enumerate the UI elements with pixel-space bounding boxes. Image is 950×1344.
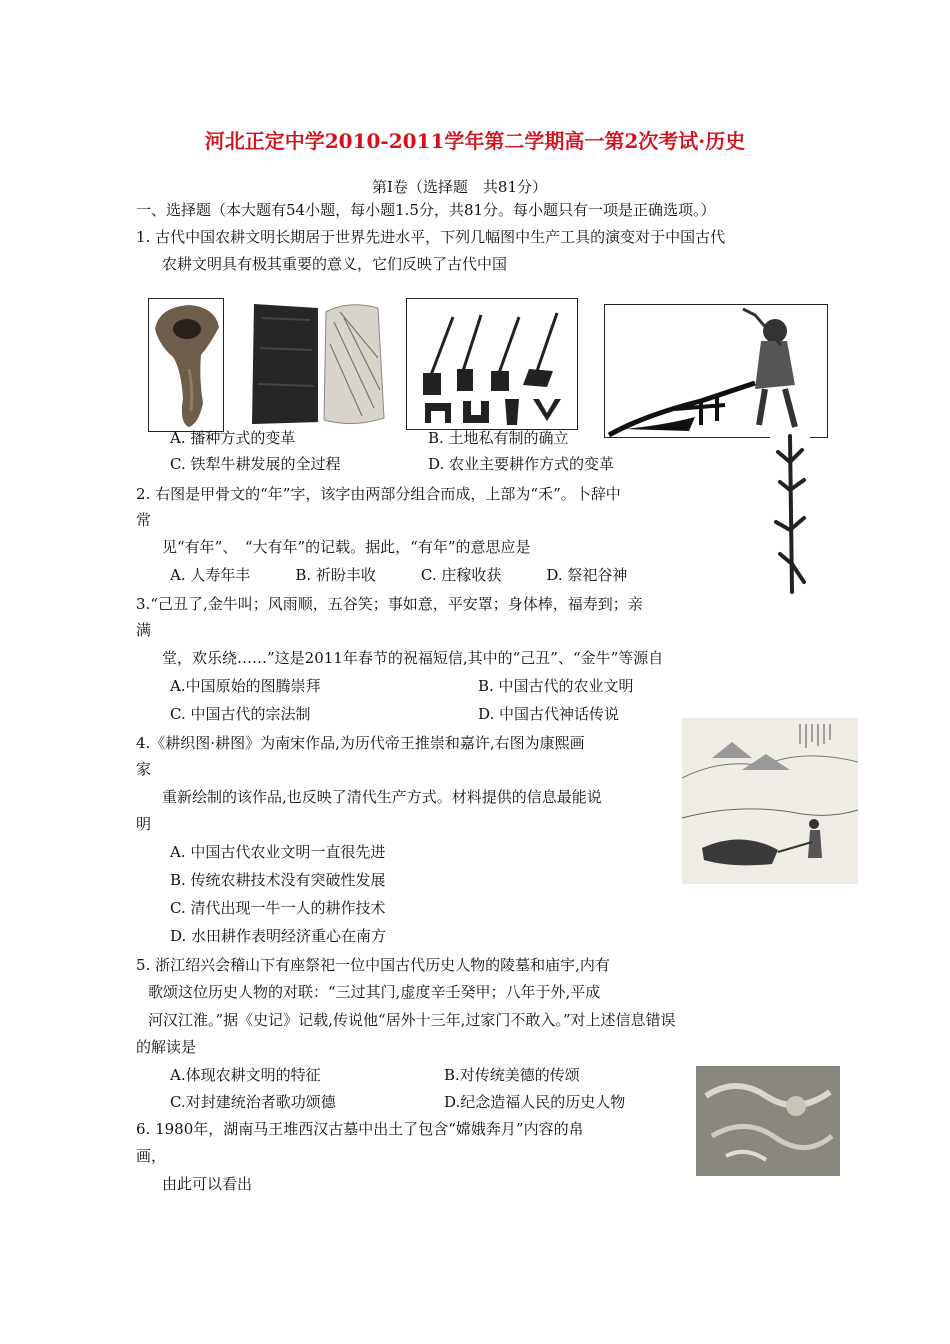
q1-option-d: D. 农业主要耕作方式的变革 xyxy=(428,455,615,473)
q5-stem-line3: 河汉江淮。”据《史记》记载,传说他“居外十三年,过家门不敢入。”对上述信息错误 xyxy=(148,1011,676,1029)
q3-option-c: C. 中国古代的宗法制 xyxy=(170,705,311,723)
q3-option-a: A.中国原始的图腾崇拜 xyxy=(170,677,321,695)
q3-stem-line2: 堂，欢乐绕……”这是2011年春节的祝福短信,其中的“己丑”、“金牛”等源自 xyxy=(162,649,664,667)
q4-option-d: D. 水田耕作表明经济重心在南方 xyxy=(170,927,387,945)
q3-stem-line1-wrap: 满 xyxy=(136,621,152,639)
q5-option-c: C.对封建统治者歌功颂德 xyxy=(170,1093,336,1111)
stone-tool-image xyxy=(248,298,324,428)
q4-stem-line2-wrap: 明 xyxy=(136,815,152,833)
q5-stem-line2: 歌颂这位历史人物的对联：“三过其门,虚度辛壬癸甲；八年于外,平成 xyxy=(148,983,601,1001)
oracle-bone-nian-image xyxy=(770,432,810,602)
q1-stem-line1: 1. 古代中国农耕文明长期居于世界先进水平，下列几幅图中生产工具的演变对于中国古代 xyxy=(136,228,726,246)
iron-farm-tools-image xyxy=(406,298,578,430)
q5-option-b: B.对传统美德的传颂 xyxy=(444,1066,580,1084)
q6-stem-line1-wrap: 画， xyxy=(136,1147,167,1165)
bone-tool-image xyxy=(148,298,224,432)
q2-options: A. 人寿年丰 B. 祈盼丰收 C. 庄稼收获 D. 祭祀谷神 xyxy=(170,566,628,584)
exam-title: 河北正定中学2010-2011学年第二学期高一第2次考试·历史 xyxy=(204,129,746,153)
q2-stem-line1: 2. 右图是甲骨文的“年”字，该字由两部分组合而成，上部为“禾”。卜辞中 xyxy=(136,485,621,503)
carved-stone-tool-image xyxy=(318,298,388,430)
q5-stem-line3-wrap: 的解读是 xyxy=(136,1038,197,1056)
q4-stem-line1-wrap: 家 xyxy=(136,760,152,778)
q1-option-a: A. 播种方式的变革 xyxy=(170,429,296,447)
mawangdui-silk-painting-image xyxy=(696,1066,840,1176)
instructions: 一、选择题（本大题有54小题，每小题1.5分，共81分。每小题只有一项是正确选项。） xyxy=(136,201,716,219)
plowing-farmer-image xyxy=(604,304,828,438)
q3-option-b: B. 中国古代的农业文明 xyxy=(478,677,634,695)
q3-option-d: D. 中国古代神话传说 xyxy=(478,705,620,723)
geng-zhi-tu-painting-image xyxy=(682,718,858,884)
q1-option-b: B. 土地私有制的确立 xyxy=(428,429,569,447)
q5-stem-line1: 5. 浙江绍兴会稽山下有座祭祀一位中国古代历史人物的陵墓和庙宇,内有 xyxy=(136,956,610,974)
q6-stem-line2: 由此可以看出 xyxy=(162,1175,253,1193)
section-title: 第Ⅰ卷（选择题 共81分） xyxy=(372,178,548,196)
q4-stem-line2: 重新绘制的该作品,也反映了清代生产方式。材料提供的信息最能说 xyxy=(162,788,602,806)
q3-stem-line1: 3.“己丑了,金牛叫；风雨顺，五谷笑；事如意，平安罩；身体棒，福寿到；亲 xyxy=(136,595,643,613)
q5-option-d: D.纪念造福人民的历史人物 xyxy=(444,1093,626,1111)
q1-stem-line2: 农耕文明具有极其重要的意义，它们反映了古代中国 xyxy=(162,255,508,273)
q1-option-c: C. 铁犁牛耕发展的全过程 xyxy=(170,455,341,473)
q2-stem-line2: 见“有年”、 “大有年”的记载。据此，“有年”的意思应是 xyxy=(162,538,531,556)
q4-option-b: B. 传统农耕技术没有突破性发展 xyxy=(170,871,386,889)
q4-stem-line1: 4.《耕织图·耕图》为南宋作品,为历代帝王推崇和嘉许,右图为康熙画 xyxy=(136,734,585,752)
q2-stem-line1-wrap: 常 xyxy=(136,511,152,529)
q4-option-a: A. 中国古代农业文明一直很先进 xyxy=(170,843,386,861)
q5-option-a: A.体现农耕文明的特征 xyxy=(170,1066,321,1084)
q6-stem-line1: 6. 1980年，湖南马王堆西汉古墓中出土了包含“嫦娥奔月”内容的帛 xyxy=(136,1120,584,1138)
q4-option-c: C. 清代出现一牛一人的耕作技术 xyxy=(170,899,386,917)
